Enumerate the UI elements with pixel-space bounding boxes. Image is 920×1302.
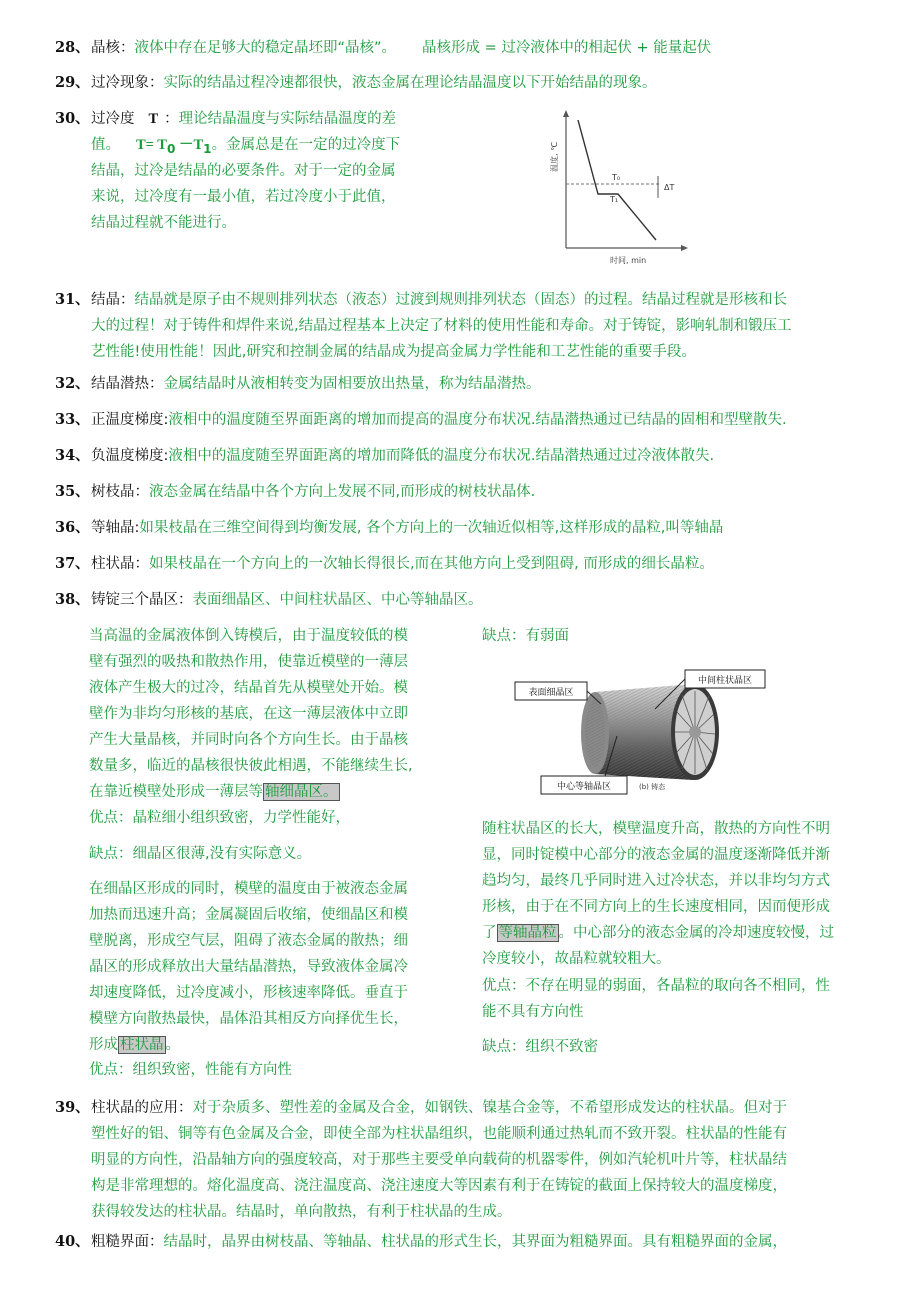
- disadvantage-1: 缺点：细晶区很薄,没有实际意义。: [89, 846, 312, 862]
- item-33: [55, 407, 885, 433]
- figure-caption: (b) 铸态: [639, 783, 666, 791]
- item-34: [55, 443, 885, 469]
- definition: 实际的结晶过程冷速都很快，液态金属在理论结晶温度以下开始结晶的现象。: [163, 75, 657, 91]
- text-line: 优点：不存在明显的弱面，各晶粒的取向各不相同，性: [482, 978, 830, 994]
- subscript: 0: [166, 141, 176, 156]
- definition: 液体中存在足够大的稳定晶坯即“晶核”。: [134, 40, 397, 56]
- advantage-2: 优点：组织致密，性能有方向性: [89, 1062, 292, 1078]
- equiaxed-zone-paragraph: [482, 816, 882, 972]
- highlight-fine-zone: 轴细晶区。: [265, 784, 338, 800]
- text-line: 冷度较小，故晶粒就较粗大。: [482, 951, 671, 967]
- text-line: 当高温的金属液体倒入铸模后，由于温度较低的模: [89, 628, 408, 644]
- text-line: 趋均匀，最终几乎同时进入过冷状态，并以非均匀方式: [482, 873, 830, 889]
- item-28: [55, 35, 885, 61]
- text-line: 产生大量晶核，并同时向各个方向生长。由于晶核: [89, 732, 408, 748]
- t0-label: T₀: [612, 173, 621, 182]
- term: 结晶：: [91, 292, 135, 308]
- item-number: 30、: [55, 110, 90, 127]
- item-number: 37、: [55, 555, 90, 572]
- ingot-figure: [505, 664, 785, 799]
- text-line: 在细晶区形成的同时，模壁的温度由于被液态金属: [89, 881, 408, 897]
- term: 正温度梯度:: [91, 412, 169, 428]
- item-number: 33、: [55, 411, 90, 428]
- definition: 表面细晶区、中间柱状晶区、中心等轴晶区。: [192, 592, 483, 608]
- advantage-3: [482, 973, 830, 1025]
- formula: －T: [175, 137, 204, 153]
- term: 负温度梯度:: [91, 448, 169, 464]
- delta-label: ΔT: [664, 183, 675, 192]
- item-31: [55, 287, 885, 313]
- item-39-line5: 获得较发达的柱状晶。结晶时，单向散热，有利于柱状晶的生成。: [91, 1204, 512, 1220]
- item-32: [55, 371, 885, 397]
- item-number: 34、: [55, 447, 90, 464]
- text: 了: [482, 925, 497, 941]
- text: 。中心部分的液态金属的冷却速度较慢，过: [558, 925, 834, 941]
- definition: 液相中的温度随至界面距离的增加而降低的温度分布状况.结晶潜热通过过冷液体散失.: [168, 448, 715, 464]
- text: 。金属总是在一定的过冷度下: [211, 137, 401, 153]
- label-surface-zone: 表面细晶区: [528, 688, 574, 698]
- text: 在靠近模壁处形成一薄层等: [89, 784, 263, 800]
- advantage-1: 优点：晶粒细小组织致密，力学性能好，: [89, 810, 350, 826]
- t1-label: T₁: [610, 195, 619, 204]
- term: 铸锭三个晶区：: [91, 592, 193, 608]
- text-line: 显，同时锭模中心部分的液态金属的温度逐渐降低并渐: [482, 847, 830, 863]
- term: 柱状晶的应用：: [91, 1100, 193, 1116]
- text-line: 模壁方向散热最快，晶体沿其相反方向择优生长，: [89, 1011, 408, 1027]
- definition: 液态金属在结晶中各个方向上发展不同,而形成的树枝状晶体.: [149, 484, 536, 500]
- colon: ：: [164, 111, 179, 127]
- formula: T= T: [136, 137, 167, 153]
- item-35: [55, 479, 885, 505]
- disadvantage-3: 缺点：组织不致密: [482, 1039, 598, 1055]
- nucleus-formula: 晶核形成 = 过冷液体中的相起伏 + 能量起伏: [422, 40, 712, 56]
- item-38: [55, 587, 885, 613]
- item-number: 39、: [55, 1099, 90, 1116]
- columnar-zone-paragraph: [89, 876, 469, 1058]
- definition: 如果枝晶在一个方向上的一次轴长得很长,而在其他方向上受到阻碍, 而形成的细长晶粒。: [149, 556, 714, 572]
- text-line: 加热而迅速升高；金属凝固后收缩，使细晶区和模: [89, 907, 408, 923]
- item-39: [55, 1095, 885, 1121]
- y-label: 温度, ℃: [550, 141, 559, 172]
- text-line: 数量多，临近的晶核很快彼此相遇，不能继续生长,: [89, 758, 413, 774]
- definition: 金属结晶时从液相转变为固相要放出热量，称为结晶潜热。: [163, 376, 541, 392]
- term: 树枝晶：: [91, 484, 149, 500]
- item-number: 32、: [55, 375, 90, 392]
- item-37: [55, 551, 885, 577]
- definition: 结晶就是原子由不规则排列状态（液态）过渡到规则排列状态（固态）的过程。结晶过程就是形核和长: [134, 292, 787, 308]
- item-30: [55, 106, 455, 132]
- surface-zone-paragraph: [89, 623, 469, 805]
- item-40: [55, 1229, 885, 1255]
- term: 柱状晶：: [91, 556, 149, 572]
- term: 过冷现象：: [91, 75, 164, 91]
- definition: 对于杂质多、塑性差的金属及合金，如钢铁、镍基合金等，不希望形成发达的柱状晶。但对于: [192, 1100, 787, 1116]
- item-29: [55, 70, 885, 96]
- item-39-line3: 明显的方向性，沿晶轴方向的强度较高，对于那些主要受单向载荷的机器零件，例如汽轮机叶片等，柱状晶结: [91, 1152, 787, 1168]
- text-line: 晶区的形成释放出大量结晶潜热，导致液体金属冷: [89, 959, 408, 975]
- text-line: 壁作为非均匀形核的基底，在这一薄层液体中立即: [89, 706, 408, 722]
- text: 值。: [91, 137, 120, 153]
- item-30-line3: 结晶，过冷是结晶的必要条件。对于一定的金属: [91, 163, 396, 179]
- symbol: T: [148, 111, 159, 127]
- label-equiaxed-zone: 中心等轴晶区: [556, 782, 612, 792]
- text-line: 液体产生极大的过冷，结晶首先从模壁处开始。模: [89, 680, 408, 696]
- item-36: [55, 515, 885, 541]
- term: 晶核：: [91, 40, 135, 56]
- term: 过冷度: [91, 111, 135, 127]
- highlight-columnar: 柱状晶: [120, 1037, 164, 1053]
- item-39-line2: 塑性好的铝、铜等有色金属及合金，即使全部为柱状晶组织，也能顺利通过热轧而不致开裂。柱状晶的性能有: [91, 1126, 787, 1142]
- term: 结晶潜热：: [91, 376, 164, 392]
- label-columnar-zone: 中间柱状晶区: [697, 676, 753, 686]
- item-30-line5: 结晶过程就不能进行。: [91, 215, 236, 231]
- definition: 液相中的温度随至界面距离的增加而提高的温度分布状况.结晶潜热通过已结晶的固相和型壁散失.: [168, 412, 787, 428]
- item-number: 31、: [55, 291, 90, 308]
- definition: 理论结晶温度与实际结晶温度的差: [178, 111, 397, 127]
- text-line: 壁有强烈的吸热和散热作用，使靠近模壁的一薄层: [89, 654, 408, 670]
- text-line: 却速度降低，过冷度减小，形核速率降低。垂直于: [89, 985, 408, 1001]
- text-line: 壁脱离，形成空气层，阻碍了液态金属的散热；细: [89, 933, 408, 949]
- definition: 如果枝晶在三维空间得到均衡发展, 各个方向上的一次轴近似相等,这样形成的晶粒,叫等轴晶: [139, 520, 724, 536]
- highlight-equiaxed: 等轴晶粒: [498, 925, 557, 941]
- item-number: 35、: [55, 483, 90, 500]
- text-line: 能不具有方向性: [482, 1004, 584, 1020]
- item-number: 40、: [55, 1233, 90, 1250]
- cooling-curve-figure: [540, 108, 700, 268]
- text-line: 形核，由于在不同方向上的生长速度相同，因而便形成: [482, 899, 830, 915]
- subscript: 1: [203, 141, 212, 156]
- text: 。: [165, 1037, 180, 1053]
- item-number: 28、: [55, 39, 90, 56]
- item-31-line3: 艺性能!使用性能！因此,研究和控制金属的结晶成为提高金属力学性能和工艺性能的重要手段。: [91, 344, 696, 360]
- disadvantage-2: 缺点：有弱面: [482, 628, 569, 644]
- item-number: 29、: [55, 74, 90, 91]
- text-line: 随柱状晶区的长大，模壁温度升高，散热的方向性不明: [482, 821, 830, 837]
- item-number: 36、: [55, 519, 90, 536]
- definition: 结晶时，晶界由树枝晶、等轴晶、柱状晶的形式生长，其界面为粗糙界面。具有粗糙界面的金属，: [163, 1234, 787, 1250]
- x-label: 时间, min: [610, 256, 647, 265]
- term: 粗糙界面：: [91, 1234, 164, 1250]
- text: 形成: [89, 1037, 118, 1053]
- term: 等轴晶:: [91, 520, 140, 536]
- item-31-line2: 大的过程！对于铸件和焊件来说,结晶过程基本上决定了材料的使用性能和寿命。对于铸锭，影响轧制和锻压工: [91, 318, 792, 334]
- item-30-line4: 来说，过冷度有一最小值，若过冷度小于此值，: [91, 189, 396, 205]
- item-number: 38、: [55, 591, 90, 608]
- item-39-line4: 构是非常理想的。熔化温度高、浇注温度高、浇注速度大等因素有利于在铸锭的截面上保持较大的温度梯度，: [91, 1178, 787, 1194]
